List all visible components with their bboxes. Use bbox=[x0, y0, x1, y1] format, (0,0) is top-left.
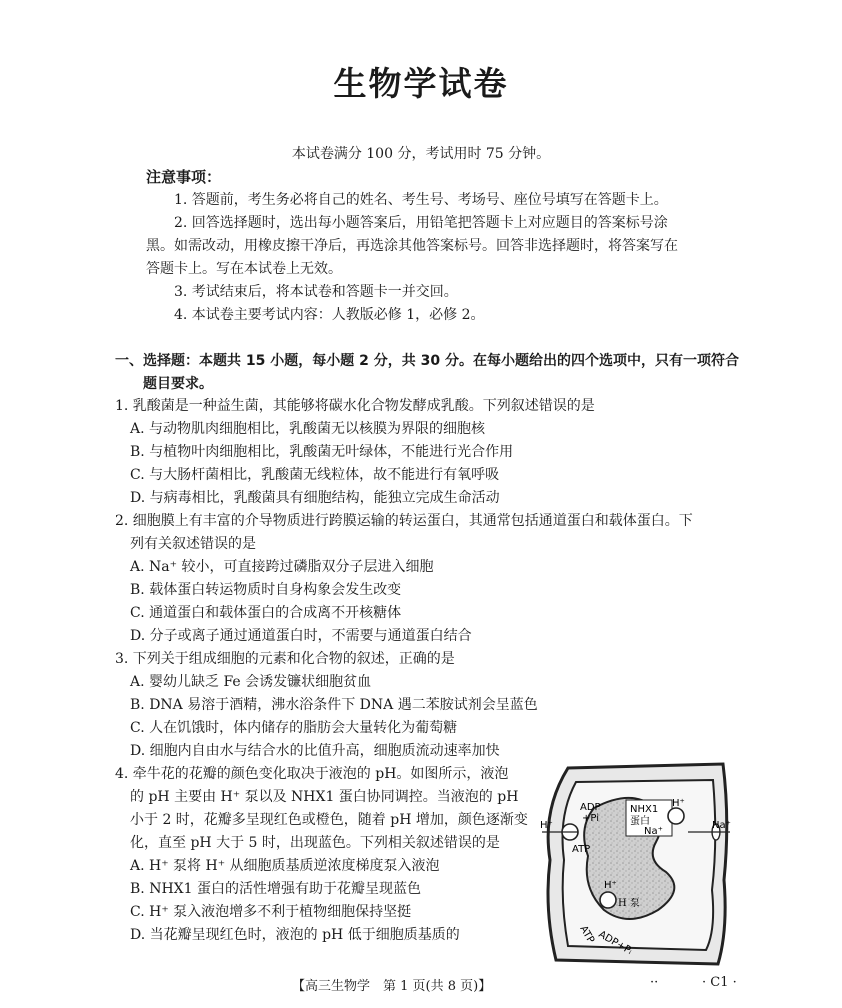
label-na-right: Na⁺ bbox=[712, 820, 731, 831]
q2-stem-cont: 列有关叙述错误的是 bbox=[130, 536, 256, 552]
notice-item-1: 1. 答题前，考生务必将自己的姓名、考生号、考场号、座位号填写在答题卡上。 bbox=[174, 192, 668, 208]
label-pi: +Pi bbox=[582, 813, 599, 824]
q1-option-c: C. 与大肠杆菌相比，乳酸菌无线粒体，故不能进行有氧呼吸 bbox=[130, 467, 500, 483]
label-na-left: Na⁺ bbox=[644, 826, 663, 837]
notice-item-2: 2. 回答选择题时，选出每小题答案后，用铅笔把答题卡上对应题目的答案标号涂 bbox=[174, 215, 668, 231]
label-adp: ADP bbox=[580, 802, 601, 813]
q1-option-b: B. 与植物叶肉细胞相比，乳酸菌无叶绿体，不能进行光合作用 bbox=[130, 444, 514, 460]
page-title: 生物学试卷 bbox=[333, 64, 509, 103]
q4-option-d: D. 当花瓣呈现红色时，液泡的 pH 低于细胞质基质的 bbox=[130, 927, 460, 943]
label-h-inner: H⁺ bbox=[604, 880, 617, 891]
q1-option-a: A. 与动物肌肉细胞相比，乳酸菌无以核膜为界限的细胞核 bbox=[130, 421, 486, 437]
q2-option-b: B. 载体蛋白转运物质时自身构象会发生改变 bbox=[130, 582, 402, 598]
label-h-left: H⁺ bbox=[540, 820, 553, 831]
q2-option-a: A. Na⁺ 较小，可直接跨过磷脂双分子层进入细胞 bbox=[130, 559, 434, 575]
notice-item-4: 4. 本试卷主要考试内容：人教版必修 1，必修 2。 bbox=[174, 307, 485, 323]
q3-option-d: D. 细胞内自由水与结合水的比值升高，细胞质流动速率加快 bbox=[130, 743, 500, 759]
label-atp-left: ATP bbox=[572, 844, 591, 855]
q3-option-a: A. 婴幼儿缺乏 Fe 会诱发镰状细胞贫血 bbox=[130, 674, 372, 690]
q4-stem-1: 4. 牵牛花的花瓣的颜色变化取决于液泡的 pH。如图所示，液泡 bbox=[115, 766, 509, 782]
exam-info: 本试卷满分 100 分，考试用时 75 分钟。 bbox=[291, 146, 551, 162]
label-adp-bottom: ADP+Pᵢ bbox=[596, 929, 634, 957]
q4-stem-2: 的 pH 主要由 H⁺ 泵以及 NHX1 蛋白协同调控。当液泡的 pH bbox=[130, 789, 519, 805]
label-protein: 蛋白 bbox=[630, 816, 650, 827]
label-atp-bottom: ATP bbox=[577, 924, 597, 946]
q2-option-c: C. 通道蛋白和载体蛋白的合成离不开核糖体 bbox=[130, 605, 402, 621]
q4-option-b: B. NHX1 蛋白的活性增强有助于花瓣呈现蓝色 bbox=[130, 881, 421, 897]
label-h-top: H⁺ bbox=[672, 798, 685, 809]
notice-item-2-end: 答题卡上。写在本试卷上无效。 bbox=[146, 261, 342, 277]
q2-stem: 2. 细胞膜上有丰富的介导物质进行跨膜运输的转运蛋白，其通常包括通道蛋白和载体蛋白。下 bbox=[115, 513, 693, 529]
notice-item-2-cont: 黑。如需改动，用橡皮擦干净后，再选涂其他答案标号。回答非选择题时，将答案写在 bbox=[146, 238, 678, 254]
section-heading: 一、选择题：本题共 15 小题，每小题 2 分，共 30 分。在每小题给出的四个选项中，只有一项符合 bbox=[115, 353, 739, 369]
page-footer: 【高三生物学 第 1 页(共 8 页)】 bbox=[292, 979, 492, 994]
channel-top-right bbox=[668, 808, 684, 824]
q1-option-d: D. 与病毒相比，乳酸菌具有细胞结构，能独立完成生命活动 bbox=[130, 490, 500, 506]
plant-cell-diagram bbox=[538, 760, 734, 970]
notice-heading: 注意事项： bbox=[146, 168, 222, 186]
q4-option-c: C. H⁺ 泵入液泡增多不利于植物细胞保持坚挺 bbox=[130, 904, 412, 920]
section-heading-cont: 题目要求。 bbox=[143, 376, 213, 392]
q3-option-b: B. DNA 易溶于酒精，沸水浴条件下 DNA 遇二苯胺试剂会呈蓝色 bbox=[130, 697, 538, 713]
label-nhx1: NHX1 bbox=[630, 804, 659, 815]
q2-option-d: D. 分子或离子通过通道蛋白时，不需要与通道蛋白结合 bbox=[130, 628, 472, 644]
q4-option-a: A. H⁺ 泵将 H⁺ 从细胞质基质逆浓度梯度泵入液泡 bbox=[130, 858, 440, 874]
notice-item-3: 3. 考试结束后，将本试卷和答题卡一并交回。 bbox=[174, 284, 458, 300]
h-pump-bottom bbox=[600, 892, 616, 908]
q3-stem: 3. 下列关于组成细胞的元素和化合物的叙述，正确的是 bbox=[115, 651, 455, 667]
q4-stem-3: 小于 2 时，花瓣多呈现红色或橙色，随着 pH 增加，颜色逐渐变 bbox=[130, 812, 528, 828]
q4-stem-4: 化，直至 pH 大于 5 时，出现蓝色。下列相关叙述错误的是 bbox=[130, 835, 500, 851]
footer-code: · C1 · bbox=[702, 975, 737, 990]
footer-dots: ·· bbox=[650, 975, 659, 990]
label-h-pump: H 泵 bbox=[618, 898, 640, 909]
q3-option-c: C. 人在饥饿时，体内储存的脂肪会大量转化为葡萄糖 bbox=[130, 720, 458, 736]
q1-stem: 1. 乳酸菌是一种益生菌，其能够将碳水化合物发酵成乳酸。下列叙述错误的是 bbox=[115, 398, 595, 414]
